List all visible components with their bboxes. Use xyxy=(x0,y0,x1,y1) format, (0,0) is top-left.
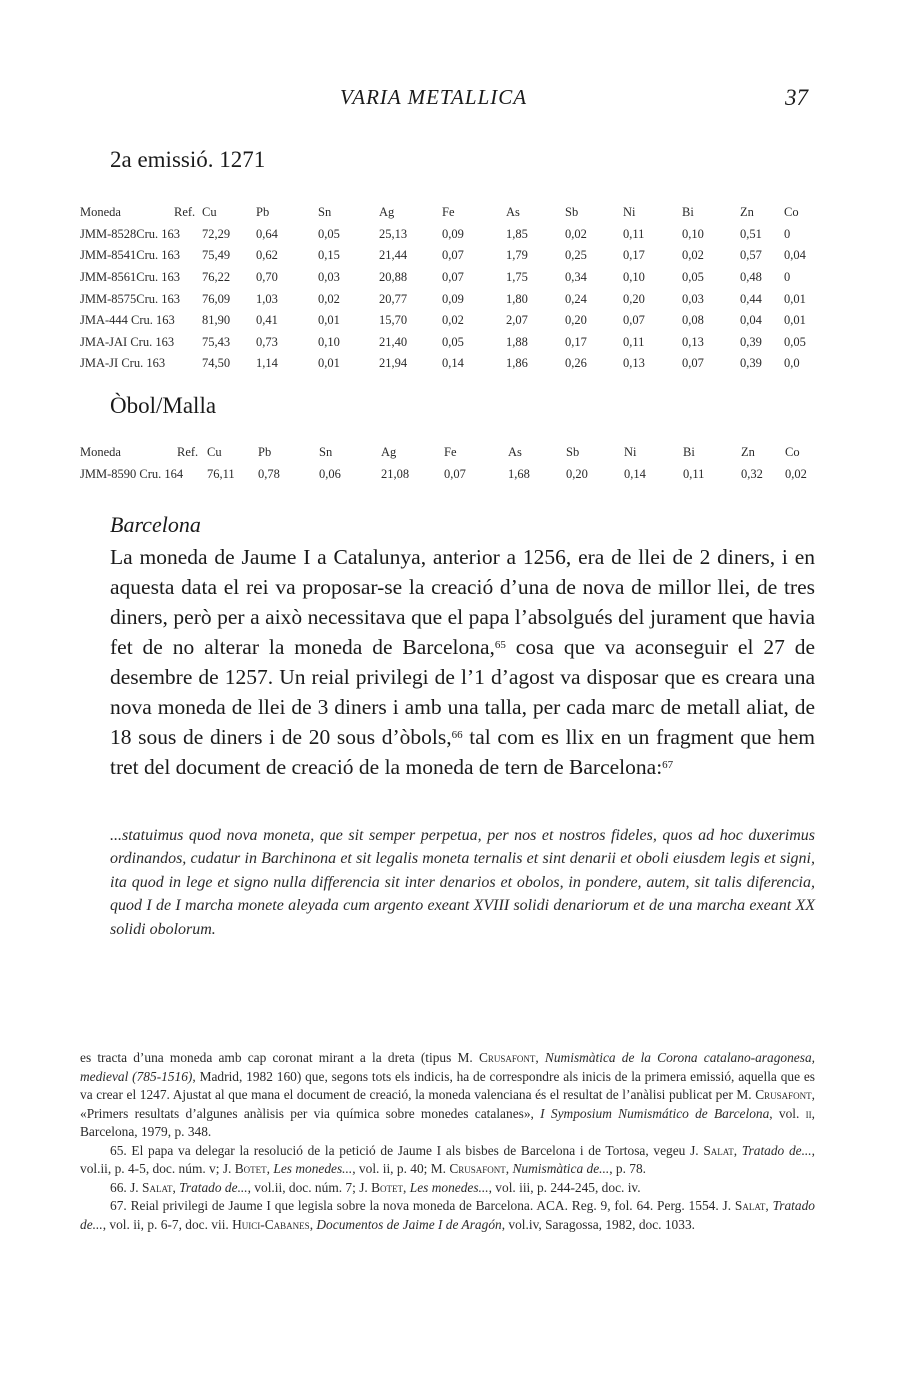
column-header: Zn xyxy=(740,205,754,220)
table-cell: 0,04 xyxy=(784,248,806,263)
page-number: 37 xyxy=(785,85,808,110)
table-header-row xyxy=(80,202,810,224)
column-header: Pb xyxy=(256,205,270,220)
column-header: Moneda xyxy=(80,205,121,220)
paragraph-text: tal com es llix en un fragment que hem tret del document de creació de la moneda de tern de Barcelona: xyxy=(110,725,815,779)
column-header: Moneda xyxy=(80,445,121,460)
column-header: Ni xyxy=(623,205,636,220)
table-cell: JMM-8541Cru. 163 xyxy=(80,248,181,263)
table-cell: 76,09 xyxy=(202,291,231,306)
table-cell: JMA-JAI Cru. 163 xyxy=(80,334,175,349)
table-cell: 0,07 xyxy=(444,466,466,481)
footnote-ref-65: 65 xyxy=(494,639,506,651)
table-cell: 0 xyxy=(784,270,791,285)
table-cell: 0,20 xyxy=(623,291,645,306)
column-header: Ag xyxy=(379,205,395,220)
column-header: Fe xyxy=(442,205,455,220)
composition-table-obol xyxy=(80,442,810,485)
table-cell: 0,13 xyxy=(682,334,704,349)
table-cell: 0,11 xyxy=(623,334,645,349)
table-cell: 0,10 xyxy=(318,334,340,349)
table-cell: 20,88 xyxy=(379,270,408,285)
table-cell: 0,24 xyxy=(565,291,587,306)
column-header: Cu xyxy=(207,445,222,460)
table-cell: JMA-444 Cru. 163 xyxy=(80,313,175,328)
table-cell: 0,07 xyxy=(623,313,645,328)
table-cell: 0,14 xyxy=(442,356,464,371)
table-cell: 0,07 xyxy=(442,270,464,285)
table-cell: 0,05 xyxy=(442,334,464,349)
table-cell: 0,03 xyxy=(682,291,704,306)
table-cell: 0,70 xyxy=(256,270,278,285)
table-cell: 0,02 xyxy=(565,226,587,241)
table-header-row xyxy=(80,442,810,464)
paragraph-text: La moneda de Jaume I a Catalunya, anterior a 1256, era de llei de 2 diners, i en aquesta data el rei va proposar-se la creació d’una de nova de millor llei, de tres diners, però per a això necessitava que el papa l’absolgués del jurament que havia fet de no alterar la moneda de Barcelona, xyxy=(110,545,815,659)
table-cell: 0,02 xyxy=(785,466,807,481)
table-cell: 25,13 xyxy=(379,226,408,241)
table-cell: 76,22 xyxy=(202,270,231,285)
table-cell: 0,73 xyxy=(256,334,278,349)
table-cell: 0,05 xyxy=(784,334,806,349)
column-header: Ag xyxy=(381,445,397,460)
table-cell: 0,78 xyxy=(258,466,280,481)
table-cell: 0,57 xyxy=(740,248,762,263)
table-body xyxy=(80,464,810,486)
column-header: Sn xyxy=(319,445,333,460)
table-cell: 72,29 xyxy=(202,226,231,241)
column-header: Ref. xyxy=(177,445,199,460)
table-cell: JMM-8590 Cru. 164 xyxy=(80,466,184,481)
table-cell: 0,20 xyxy=(566,466,588,481)
table-row xyxy=(80,310,810,332)
body-paragraph xyxy=(110,542,815,782)
table-cell: 0,03 xyxy=(318,270,340,285)
column-header: Sb xyxy=(566,445,580,460)
table-body xyxy=(80,224,810,375)
table-cell: 0,02 xyxy=(442,313,464,328)
table-cell: 0,34 xyxy=(565,270,587,285)
section-heading-obol: Òbol/Malla xyxy=(110,393,217,418)
table-cell: 1,75 xyxy=(506,270,528,285)
table-cell: 0,13 xyxy=(623,356,645,371)
footnote-ref-66: 66 xyxy=(451,729,463,741)
table-cell: 0,15 xyxy=(318,248,340,263)
table-cell: 0,10 xyxy=(623,270,645,285)
table-cell: 0,0 xyxy=(784,356,800,371)
table-cell: 0,26 xyxy=(565,356,587,371)
table-cell: 81,90 xyxy=(202,313,231,328)
table-cell: 0,08 xyxy=(682,313,704,328)
footnote-ref-67: 67 xyxy=(662,759,674,771)
column-header: Co xyxy=(784,205,799,220)
column-header: Sb xyxy=(565,205,579,220)
table-cell: 0 xyxy=(784,226,791,241)
table-cell: 1,85 xyxy=(506,226,528,241)
column-header: Cu xyxy=(202,205,217,220)
table-cell: 0,62 xyxy=(256,248,278,263)
table-header-row xyxy=(80,442,810,464)
table-cell: 0,14 xyxy=(624,466,646,481)
column-header: Pb xyxy=(258,445,272,460)
table-row xyxy=(80,245,810,267)
table-cell: 0,11 xyxy=(623,226,645,241)
table-cell: 0,39 xyxy=(740,334,762,349)
table-row xyxy=(80,464,810,486)
table-cell: 0,06 xyxy=(319,466,341,481)
table-row xyxy=(80,224,810,246)
table-cell: 0,09 xyxy=(442,226,464,241)
table-cell: 21,44 xyxy=(379,248,408,263)
footnotes xyxy=(80,1049,815,1234)
table-row xyxy=(80,288,810,310)
table-cell: 1,03 xyxy=(256,291,278,306)
table-cell: 0,41 xyxy=(256,313,278,328)
table-cell: 0,02 xyxy=(318,291,340,306)
table-cell: 20,77 xyxy=(379,291,408,306)
table-cell: 0,01 xyxy=(784,291,806,306)
table-cell: 0,44 xyxy=(740,291,762,306)
table-cell: 0,20 xyxy=(565,313,587,328)
table-cell: 0,04 xyxy=(740,313,762,328)
table-header-row xyxy=(80,202,810,224)
table-row xyxy=(80,332,810,354)
column-header: Ni xyxy=(624,445,637,460)
footnote-65: 65. El papa va delegar la resolució de la petició de Jaume I als bisbes de Barcelona i de Tortosa, vegeu J. Salat, Tratado de..., vol.ii, p. 4-5, doc. núm. v; J. Botet, Les monedes..., vol. ii, p. 40; M. Crusafont, Numismàtica de..., p. 78. xyxy=(80,1142,815,1176)
table-cell: 21,40 xyxy=(379,334,408,349)
table-row xyxy=(80,267,810,289)
section-heading-barcelona: Barcelona xyxy=(110,512,201,537)
running-title: VARIA METALLICA xyxy=(340,85,528,109)
footnote-66: 66. J. Salat, Tratado de..., vol.ii, doc. núm. 7; J. Botet, Les monedes..., vol. iii, p. 244-245, doc. iv. xyxy=(110,1179,641,1195)
column-header: Co xyxy=(785,445,800,460)
table-cell: 75,49 xyxy=(202,248,231,263)
table-cell: 0,25 xyxy=(565,248,587,263)
table-cell: 1,80 xyxy=(506,291,528,306)
column-header: Sn xyxy=(318,205,332,220)
table-cell: 76,11 xyxy=(207,466,235,481)
paragraph-text: cosa que va aconseguir el 27 de desembre de 1257. Un reial privilegi de l’1 d’agost va disposar que es creara una nova moneda de llei de 3 diners i amb una talla, per cada marc de metall aliat, de 18 sous de diners i de 20 sous d’òbols, xyxy=(110,635,815,749)
table-cell: 74,50 xyxy=(202,356,231,371)
table-cell: 0,05 xyxy=(318,226,340,241)
column-header: Fe xyxy=(444,445,457,460)
table-cell: 0,32 xyxy=(741,466,763,481)
column-header: Zn xyxy=(741,445,755,460)
column-header: As xyxy=(506,205,520,220)
table-cell: 1,14 xyxy=(256,356,278,371)
table-cell: 0,05 xyxy=(682,270,704,285)
table-cell: 0,07 xyxy=(442,248,464,263)
column-header: Bi xyxy=(682,205,694,220)
table-cell: 0,01 xyxy=(784,313,806,328)
column-header: Bi xyxy=(683,445,695,460)
table-cell: 1,86 xyxy=(506,356,528,371)
table-cell: 21,08 xyxy=(381,466,410,481)
table-cell: JMM-8528Cru. 163 xyxy=(80,226,181,241)
table-cell: 0,07 xyxy=(682,356,704,371)
table-cell: 0,51 xyxy=(740,226,762,241)
table-cell: JMA-JI Cru. 163 xyxy=(80,356,166,371)
table-cell: 21,94 xyxy=(379,356,408,371)
table-cell: 1,79 xyxy=(506,248,528,263)
table-cell: 75,43 xyxy=(202,334,231,349)
table-cell: 2,07 xyxy=(506,313,528,328)
latin-quotation: ...statuimus quod nova moneta, que sit semper perpetua, per nos et nostros fideles, quos ad hoc duxerimus ordinandos, cudatur in Barchinona et sit legalis moneta ternalis et sint denarii et oboli eiusdem legis et signi, ita quod in lege et signo nulla differencia sit inter denarios et obolos, in pondere, autem, sit talis diferencia, quod I de I marcha monete aleyada cum argento exeant XVIII solidi denariorum et de una marcha exeant XX solidi obolorum. xyxy=(110,827,815,938)
table-cell: 0,01 xyxy=(318,356,340,371)
running-header xyxy=(0,85,903,115)
composition-table-emissio xyxy=(80,202,810,375)
table-cell: 0,11 xyxy=(683,466,705,481)
table-cell: 0,02 xyxy=(682,248,704,263)
table-cell: 0,10 xyxy=(682,226,704,241)
table-row xyxy=(80,353,810,375)
table-cell: 15,70 xyxy=(379,313,408,328)
column-header: Ref. xyxy=(174,205,196,220)
table-cell: 0,39 xyxy=(740,356,762,371)
table-cell: 1,68 xyxy=(508,466,530,481)
footnote-continuation: es tracta d’una moneda amb cap coronat mirant a la dreta (tipus M. Crusafont, Numismàtica de la Corona catalano-aragonesa, medieval (785-1516), Madrid, 1982 160) que, segons tots els indicis, ha de correspondre als inicis de la primera emissió, aquella que es va crear el 1247. Ajustat al que mana el document de creació, la moneda valenciana és el resultat de l’anàlisi publicat per M. Crusafont, «Primers resultats d’algunes anàlisis per via química sobre monedes catalanes», I Symposium Numismático de Barcelona, vol. ii, Barcelona, 1979, p. 348. xyxy=(80,1050,815,1139)
table-cell: 0,17 xyxy=(623,248,645,263)
footnote-67: 67. Reial privilegi de Jaume I que legisla sobre la nova moneda de Barcelona. ACA. Reg. 9, fol. 64. Perg. 1554. J. Salat, Tratado de..., vol. ii, p. 6-7, doc. vii. Huici-Cabanes, Documentos de Jaime I de Aragón, vol.iv, Saragossa, 1982, doc. 1033. xyxy=(80,1198,815,1232)
table-cell: 0,17 xyxy=(565,334,587,349)
table-cell: 0,48 xyxy=(740,270,762,285)
section-heading-emissio: 2a emissió. 1271 xyxy=(110,147,266,172)
table-cell: JMM-8575Cru. 163 xyxy=(80,291,181,306)
table-cell: 1,88 xyxy=(506,334,528,349)
table-cell: 0,09 xyxy=(442,291,464,306)
table-cell: JMM-8561Cru. 163 xyxy=(80,270,181,285)
column-header: As xyxy=(508,445,522,460)
table-cell: 0,01 xyxy=(318,313,340,328)
table-cell: 0,64 xyxy=(256,226,278,241)
